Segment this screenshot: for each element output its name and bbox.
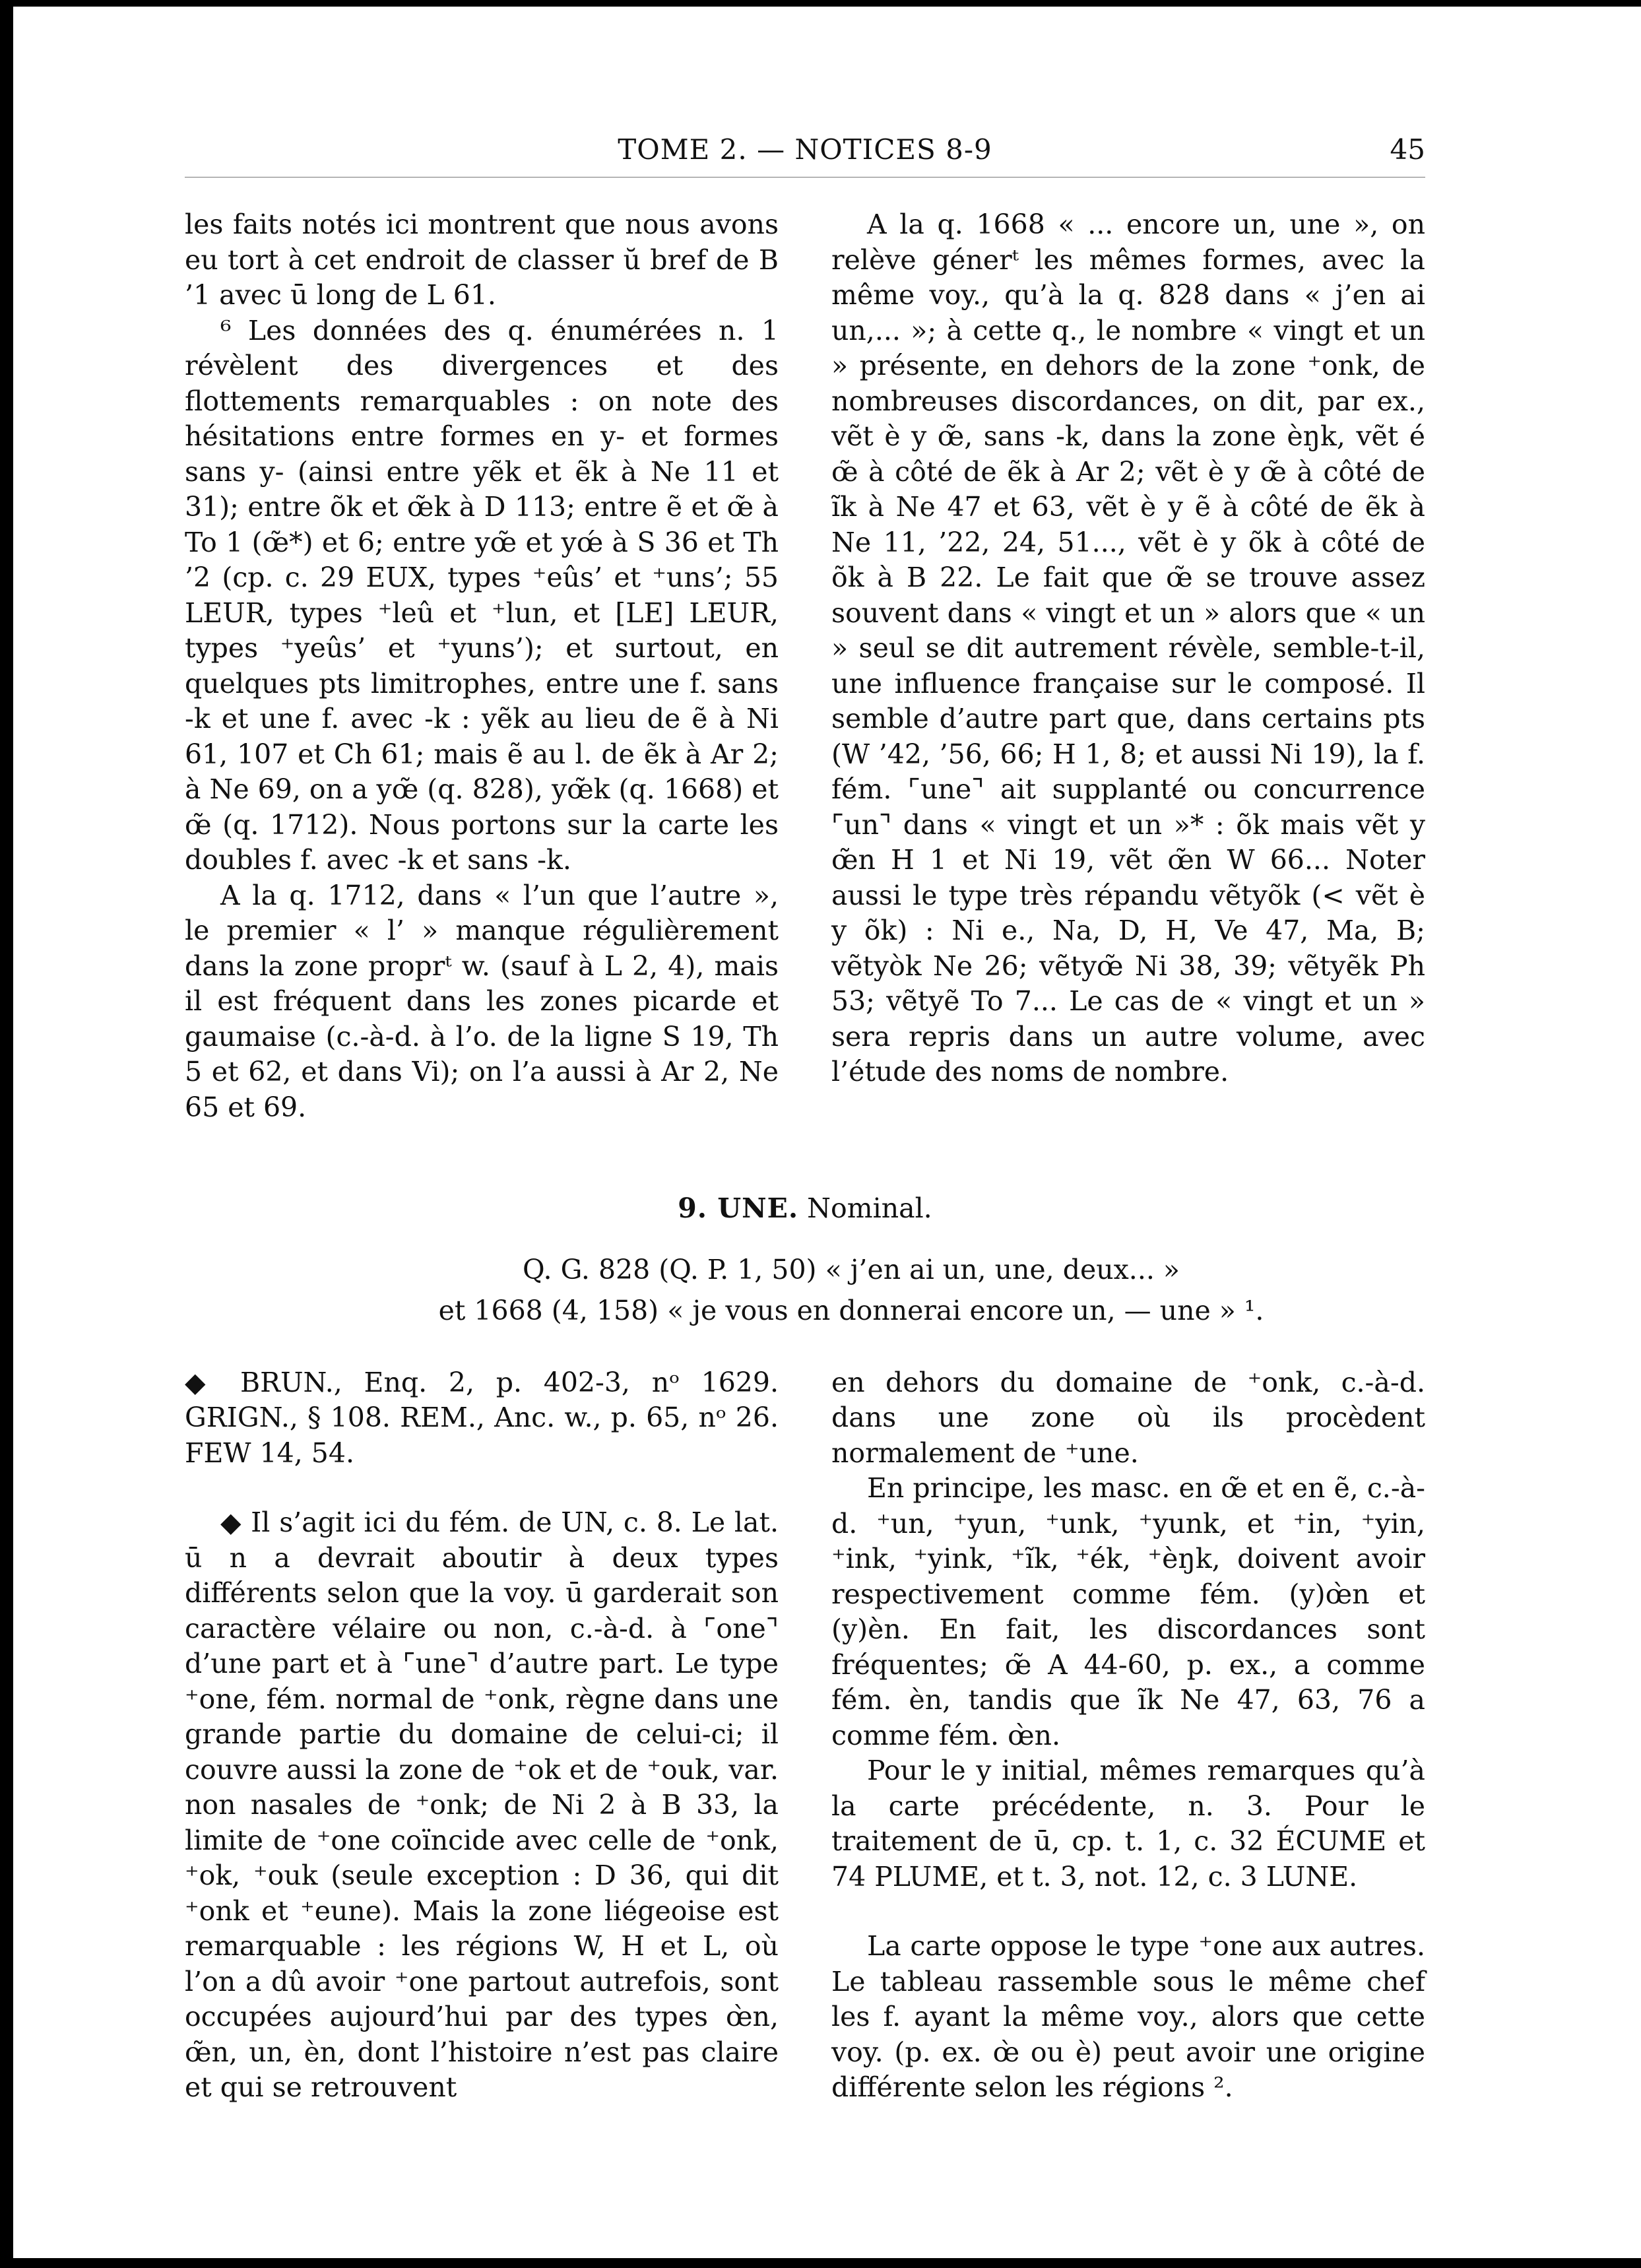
running-head-title: TOME 2. — NOTICES 8-9	[618, 133, 992, 166]
scan-edge-left	[0, 0, 13, 2268]
section-columns	[185, 1365, 1425, 2106]
left-paragraph-continued: les faits notés ici montrent que nous avons eu tort à cet endroit de classer ŭ bref de B ’1 avec ū long de L 61.	[185, 209, 779, 311]
page-number: 45	[1390, 133, 1425, 166]
section-category: Nominal.	[807, 1192, 932, 1224]
top-columns	[185, 207, 1425, 1125]
question-line-2: et 1668 (4, 158) « je vous en donnerai encore un, — une » ¹.	[438, 1294, 1264, 1326]
question-reference	[185, 1249, 1425, 1331]
left-column	[185, 207, 779, 1125]
section-left-paragraph: ◆ Il s’agit ici du fém. de UN, c. 8. Le lat. ū n a devrait aboutir à deux types différents selon que la voy. ū garderait son caractère vélaire ou non, c.-à-d. à ⌜one⌝ d’une part et à ⌜une⌝ d’autre part. Le type ⁺one, fém. normal de ⁺onk, règne dans une grande partie du domaine de celui-ci; il couvre aussi la zone de ⁺ok et de ⁺ouk, var. non nasales de ⁺onk; de Ni 2 à B 33, la limite de ⁺one coïncide avec celle de ⁺onk, ⁺ok, ⁺ouk (seule exception : D 36, qui dit ⁺onk et ⁺eune). Mais la zone liégeoise est remarquable : les régions W, H et L, où l’on a dû avoir ⁺one partout autrefois, sont occupées aujourd’hui par des types œ̀n, œ̃n, un, èn, dont l’histoire n’est pas claire et qui se retrouvent	[185, 1507, 779, 2103]
right-column	[831, 207, 1425, 1125]
section-right-column	[831, 1365, 1425, 2106]
header-rule	[185, 177, 1425, 178]
running-head	[185, 132, 1425, 178]
scan-edge-bottom	[0, 2258, 1641, 2268]
scan-edge-top	[0, 0, 1641, 7]
section-right-paragraph-4: La carte oppose le type ⁺one aux autres. Le tableau rassemble sous le même chef les f. ayant la même voy., alors que cette voy. (p. ex. œ̀ ou è) peut avoir une origine différente selon les régions ².	[831, 1930, 1425, 2103]
section-right-paragraph-1: en dehors du domaine de ⁺onk, c.-à-d. dans une zone où ils procèdent normalement de ⁺une.	[831, 1366, 1425, 1469]
page	[185, 132, 1425, 2106]
bibliography: ◆ BRUN., Enq. 2, p. 402-3, nᵒ 1629. GRIGN., § 108. REM., Anc. w., p. 65, nᵒ 26. FEW 14, 54.	[185, 1366, 779, 1469]
right-paragraph-q1668: A la q. 1668 « ... encore un, une », on relève génerᵗ les mêmes formes, avec la même voy., qu’à la q. 828 dans « j’en ai un,... »; à cette q., le nombre « vingt et un » présente, en dehors de la zone ⁺onk, de nombreuses discordances, on dit, par ex., vẽt è y œ̃, sans -k, dans la zone èŋk, vẽt é œ̃ à côté de ẽk à Ar 2; vẽt è y œ̃ à côté de ĩk à Ne 47 et 63, vẽt è y ẽ à côté de ẽk à Ne 11, ’22, 24, 51..., vẽt è y õk à côté de õk à B 22. Le fait que œ̃ se trouve assez souvent dans « vingt et un » alors que « un » seul se dit autrement révèle, semble-t-il, une influence française sur le composé. Il semble d’autre part que, dans certains pts (W ’42, ’56, 66; H 1, 8; et aussi Ni 19), la f. fém. ⌜une⌝ ait supplanté ou concurrence ⌜un⌝ dans « vingt et un »* : õk mais vẽt y œ̃n H 1 et Ni 19, vẽt œ̃n W 66... Noter aussi le type très répandu vẽtyõk (< vẽt è y õk) : Ni e., Na, D, H, Ve 47, Ma, B; vẽtyòk Ne 26; vẽtyœ̃ Ni 38, 39; vẽtyẽk Ph 53; vẽtyẽ To 7... Le cas de « vingt et un » sera repris dans un autre volume, avec l’étude des noms de nombre.	[831, 209, 1425, 1087]
left-paragraph-q1712: A la q. 1712, dans « l’un que l’autre », le premier « l’ » manque régulièrement dans la zone proprᵗ w. (sauf à L 2, 4), mais il est fréquent dans les zones picarde et gaumaise (c.-à-d. à l’o. de la ligne S 19, Th 5 et 62, et dans Vi); on l’a aussi à Ar 2, Ne 65 et 69.	[185, 879, 779, 1123]
section-right-paragraph-3: Pour le y initial, mêmes remarques qu’à la carte précédente, n. 3. Pour le traitement de ū, cp. t. 1, c. 32 ÉCUME et 74 PLUME, et t. 3, not. 12, c. 3 LUNE.	[831, 1755, 1425, 1893]
section-title: 9. UNE.	[678, 1192, 799, 1224]
section-right-paragraph-2: En principe, les masc. en œ̃ et en ẽ, c.-à-d. ⁺un, ⁺yun, ⁺unk, ⁺yunk, et ⁺in, ⁺yin, ⁺ink, ⁺yink, ⁺ĩk, ⁺ék, ⁺èŋk, doivent avoir respectivement comme fém. (y)œ̀n et (y)èn. En fait, les discordances sont fréquentes; œ̃ A 44-60, p. ex., a comme fém. èn, tandis que ĩk Ne 47, 63, 76 a comme fém. œ̀n.	[831, 1472, 1425, 1751]
section-left-column	[185, 1365, 779, 2106]
left-paragraph-note-6: ⁶ Les données des q. énumérées n. 1 révèlent des divergences et des flottements remarquables : on note des hésitations entre formes en y- et formes sans y- (ainsi entre yẽk et ẽk à Ne 11 et 31); entre õk et œ̃k à D 113; entre ẽ et œ̃ à To 1 (œ̃*) et 6; entre yœ̃ et yœ́ à S 36 et Th ’2 (cp. c. 29 EUX, types ⁺eûs’ et ⁺uns’; 55 LEUR, types ⁺leû et ⁺lun, et [LE] LEUR, types ⁺yeûs’ et ⁺yuns’); et surtout, en quelques pts limitrophes, entre une f. sans -k et une f. avec -k : yẽk au lieu de ẽ à Ni 61, 107 et Ch 61; mais ẽ au l. de ẽk à Ar 2; à Ne 69, on a yœ̃ (q. 828), yœ̃k (q. 1668) et œ̃ (q. 1712). Nous portons sur la carte les doubles f. avec -k et sans -k.	[185, 314, 779, 876]
question-line-1: Q. G. 828 (Q. P. 1, 50) « j’en ai un, une, deux... »	[522, 1253, 1180, 1285]
section-heading	[185, 1191, 1425, 1227]
